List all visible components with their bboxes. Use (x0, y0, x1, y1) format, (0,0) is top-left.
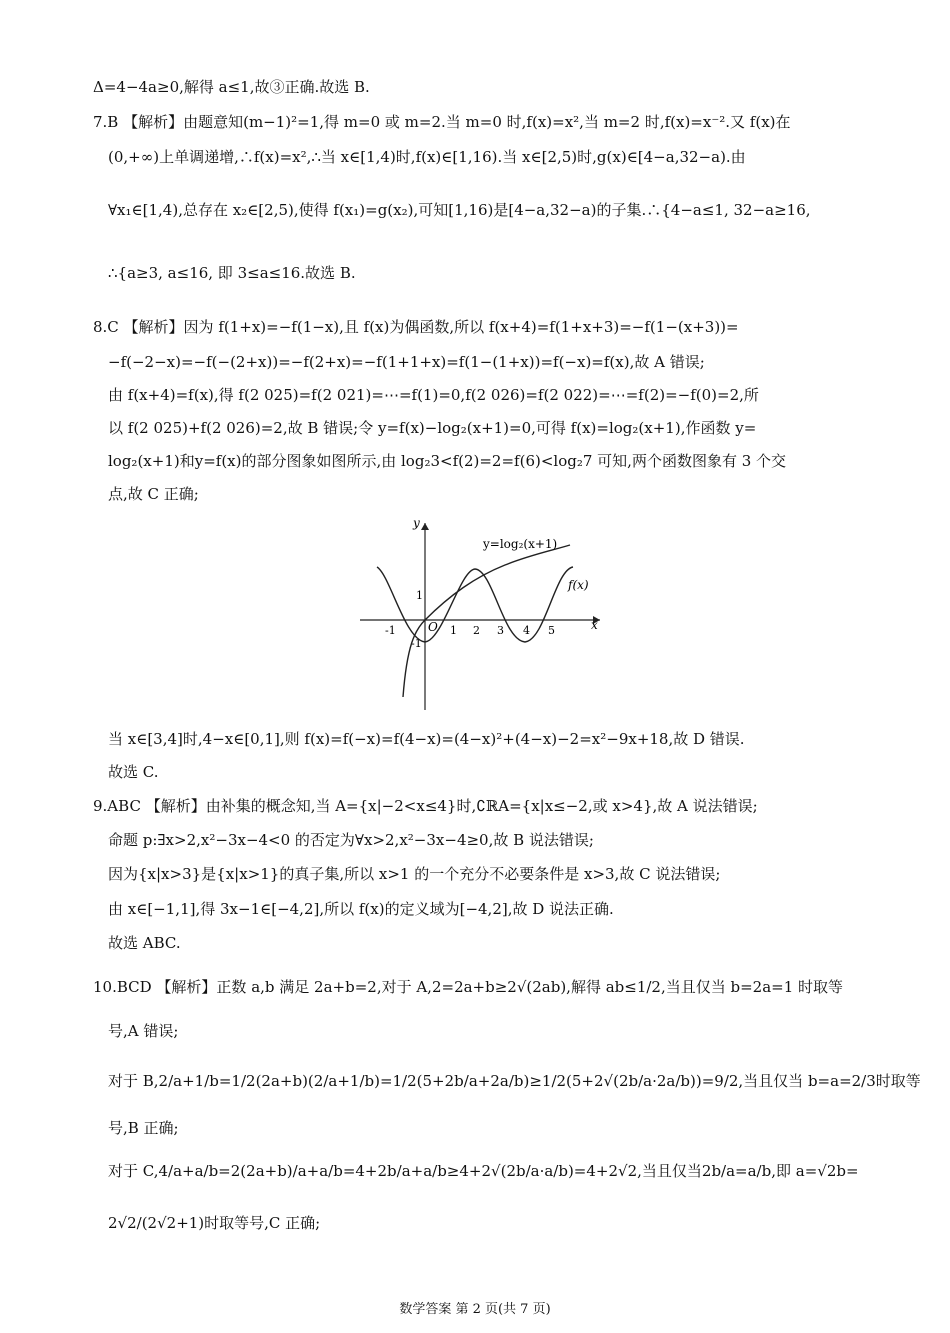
text-line: 号,B 正确; (108, 1119, 179, 1137)
text-line: ∴{a≥3, a≤16, 即 3≤a≤16.故选 B. (108, 264, 356, 282)
text-line: 7.B 【解析】由题意知(m−1)²=1,得 m=0 或 m=2.当 m=0 时,f(x)=x²,当 m=2 时,f(x)=x⁻².又 f(x)在 (93, 113, 791, 131)
f-curve-label: f(x) (568, 578, 589, 592)
text-line: 由 f(x+4)=f(x),得 f(2 025)=f(2 021)=⋯=f(1)=0,f(2 026)=f(2 022)=⋯=f(2)=−f(0)=2,所 (108, 386, 759, 404)
text-line: log₂(x+1)和y=f(x)的部分图象如图所示,由 log₂3<f(2)=2=f(6)<log₂7 可知,两个函数图象有 3 个交 (108, 452, 787, 470)
origin-label: O (428, 620, 438, 634)
text-line: 命题 p:∃x>2,x²−3x−4<0 的否定为∀x>2,x²−3x−4≥0,故 B 说法错误; (108, 831, 594, 849)
text-line: 当 x∈[3,4]时,4−x∈[0,1],则 f(x)=f(−x)=f(4−x)=(4−x)²+(4−x)−2=x²−9x+18,故 D 错误. (108, 730, 745, 748)
tick-label: -1 (411, 637, 422, 650)
text-line: 9.ABC 【解析】由补集的概念知,当 A={x|−2<x≤4}时,∁ℝA={x|x≤−2,或 x>4},故 A 说法错误; (93, 797, 758, 815)
text-line: (0,+∞)上单调递增,∴f(x)=x²,∴当 x∈[1,4)时,f(x)∈[1,16).当 x∈[2,5)时,g(x)∈[4−a,32−a).由 (108, 148, 746, 166)
page-footer: 数学答案 第 2 页(共 7 页) (399, 1302, 551, 1317)
x-axis-label: x (591, 618, 598, 632)
text-line: 因为{x|x>3}是{x|x>1}的真子集,所以 x>1 的一个充分不必要条件是 x>3,故 C 说法错误; (108, 865, 721, 883)
text-line: ∀x₁∈[1,4),总存在 x₂∈[2,5),使得 f(x₁)=g(x₂),可知[1,16)是[4−a,32−a)的子集.∴{4−a≤1, 32−a≥16, (108, 201, 811, 219)
text-line: 8.C 【解析】因为 f(1+x)=−f(1−x),且 f(x)为偶函数,所以 f(x+4)=f(1+x+3)=−f(1−(x+3))= (93, 318, 739, 336)
function-graph (355, 515, 605, 715)
text-line: 号,A 错误; (108, 1022, 179, 1040)
text-line: 以 f(2 025)+f(2 026)=2,故 B 错误;令 y=f(x)−log₂(x+1)=0,可得 f(x)=log₂(x+1),作函数 y= (108, 419, 757, 437)
tick-label: 2 (473, 624, 480, 637)
text-line: 对于 C,4/a+a/b=2(2a+b)/a+a/b=4+2b/a+a/b≥4+2√(2b/a·a/b)=4+2√2,当且仅当2b/a=a/b,即 a=√2b= (108, 1162, 859, 1180)
text-line: 10.BCD 【解析】正数 a,b 满足 2a+b=2,对于 A,2=2a+b≥2√(2ab),解得 ab≤1/2,当且仅当 b=2a=1 时取等 (93, 978, 844, 996)
log-curve-label: y=log₂(x+1) (483, 537, 558, 551)
y-axis-label: y (413, 516, 420, 530)
text-line: 2√2/(2√2+1)时取等号,C 正确; (108, 1214, 321, 1232)
text-line: 对于 B,2/a+1/b=1/2(2a+b)(2/a+1/b)=1/2(5+2b/a+2a/b)≥1/2(5+2√(2b/a·2a/b))=9/2,当且仅当 b=a=2/3时取等 (108, 1072, 921, 1090)
text-line: 故选 ABC. (108, 934, 181, 952)
tick-label: 4 (523, 624, 530, 637)
text-line: −f(−2−x)=−f(−(2+x))=−f(2+x)=−f(1+1+x)=f(1−(1+x))=f(−x)=f(x),故 A 错误; (108, 353, 705, 371)
tick-label: 3 (497, 624, 504, 637)
tick-label: 5 (548, 624, 555, 637)
tick-label: -1 (385, 624, 396, 637)
text-line: Δ=4−4a≥0,解得 a≤1,故③正确.故选 B. (93, 78, 370, 96)
text-line: 点,故 C 正确; (108, 485, 199, 503)
text-line: 故选 C. (108, 763, 159, 781)
tick-label: 1 (416, 589, 423, 602)
tick-label: 1 (450, 624, 457, 637)
y-arrow-icon (421, 523, 429, 530)
text-line: 由 x∈[−1,1],得 3x−1∈[−4,2],所以 f(x)的定义域为[−4,2],故 D 说法正确. (108, 900, 614, 918)
